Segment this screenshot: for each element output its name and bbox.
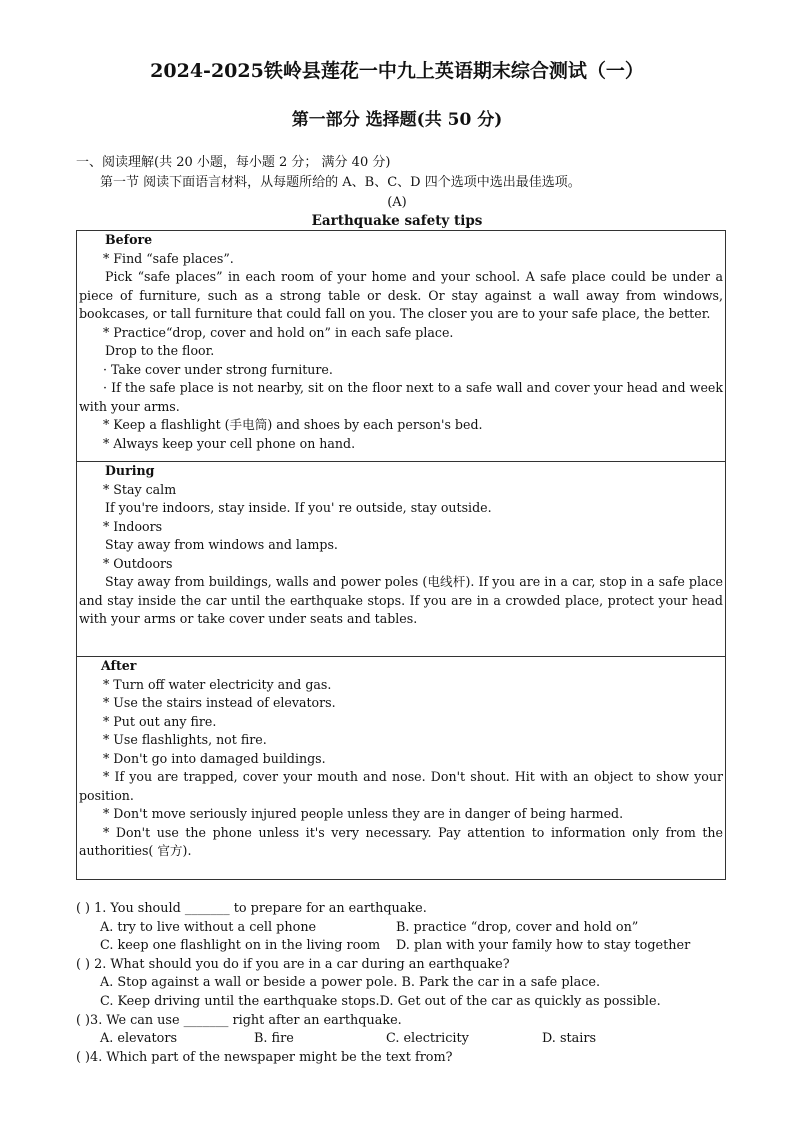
option-3b: B. fire: [254, 1031, 294, 1047]
during-line: If you're indoors, stay inside. If you' re outside, stay outside.: [105, 500, 492, 515]
after-line: * Use the stairs instead of elevators.: [103, 695, 336, 710]
question-4-stem: ( )4. Which part of the newspaper might be the text from?: [76, 1049, 453, 1065]
after-line: * Turn off water electricity and gas.: [103, 676, 332, 692]
before-line: Drop to the floor.: [105, 343, 215, 358]
question-1-options-row: [76, 919, 736, 938]
question-1-stem: ( ) 1. You should _______ to prepare for an earthquake.: [76, 901, 427, 916]
table-title: Earthquake safety tips: [311, 213, 483, 229]
after-line: * Put out any fire.: [103, 713, 217, 729]
part-heading: 第一部分 选择题(共 50 分): [291, 110, 503, 130]
during-line: * Outdoors: [103, 555, 173, 571]
question-1-options-row: [76, 937, 736, 956]
during-line: * Stay calm: [103, 481, 177, 497]
before-paragraph: · If the safe place is not nearby, sit on the floor next to a safe wall and cover your head and week with your arms.: [79, 380, 723, 414]
question-3-options-row: [76, 1030, 736, 1049]
after-line: * Don't go into damaged buildings.: [103, 750, 326, 766]
exam-title: 2024-2025铁岭县莲花一中九上英语期末综合测试（一）: [150, 60, 644, 82]
questions-block: [76, 900, 736, 1067]
option-1a: A. try to live without a cell phone: [100, 919, 317, 935]
after-paragraph: * Don't use the phone unless it's very necessary. Pay attention to information only from the authorities( 官方).: [79, 824, 723, 858]
during-heading: During: [105, 463, 155, 478]
section-heading: 一、阅读理解(共 20 小题，每小题 2 分； 满分 40 分): [76, 155, 391, 170]
before-line: * Keep a flashlight (手电筒) and shoes by each person's bed.: [103, 417, 483, 432]
after-paragraph: * If you are trapped, cover your mouth and nose. Don't shout. Hit with an object to show your position.: [79, 769, 723, 803]
before-heading: Before: [105, 232, 153, 247]
option-3c: C. electricity: [386, 1031, 469, 1047]
before-cell: [77, 231, 726, 462]
during-paragraph: Stay away from buildings, walls and power poles (电线杆). If you are in a car, stop in a safe place and stay inside the car until the earthquake stops. If you are in a crowded place, protect your head with your arms or take cover under seats and tables.: [79, 574, 723, 626]
after-line: * Use flashlights, not fire.: [103, 732, 267, 747]
question-2-stem: ( ) 2. What should you do if you are in a car during an earthquake?: [76, 956, 510, 972]
during-cell: [77, 462, 726, 657]
during-line: * Indoors: [103, 518, 163, 534]
question-3-stem: ( )3. We can use _______ right after an earthquake.: [76, 1012, 402, 1028]
before-line: · Take cover under strong furniture.: [103, 361, 333, 377]
after-heading: After: [101, 658, 137, 673]
option-1c: C. keep one flashlight on in the living room: [100, 938, 381, 954]
before-line: * Practice“drop, cover and hold on” in each safe place.: [103, 324, 454, 340]
option-1d: D. plan with your family how to stay together: [396, 938, 691, 954]
section-instruction: 第一节 阅读下面语言材料，从每题所给的 A、B、C、D 四个选项中选出最佳选项。: [100, 175, 581, 190]
before-line: * Always keep your cell phone on hand.: [103, 435, 356, 451]
after-line: * Don't move seriously injured people unless they are in danger of being harmed.: [103, 806, 624, 821]
question-2-options-ab: A. Stop against a wall or beside a power pole. B. Park the car in a safe place.: [100, 975, 601, 991]
passage-label: (A): [387, 195, 407, 210]
during-line: Stay away from windows and lamps.: [105, 537, 338, 552]
option-1b: B. practice “drop, cover and hold on”: [396, 919, 639, 935]
safety-tips-table: [76, 230, 726, 880]
question-2-options-cd: C. Keep driving until the earthquake stops.D. Get out of the car as quickly as possible.: [100, 993, 661, 1009]
before-line: * Find “safe places”.: [103, 250, 234, 266]
option-3a: A. elevators: [100, 1031, 178, 1047]
after-cell: [77, 657, 726, 880]
option-3d: D. stairs: [542, 1031, 597, 1047]
before-paragraph: Pick “safe places” in each room of your home and your school. A safe place could be under a piece of furniture, such as a strong table or desk. Or stay against a wall away from windows, bookcases, or tall furniture that could fall on you. The closer you are to your safe place, the better.: [79, 269, 723, 321]
